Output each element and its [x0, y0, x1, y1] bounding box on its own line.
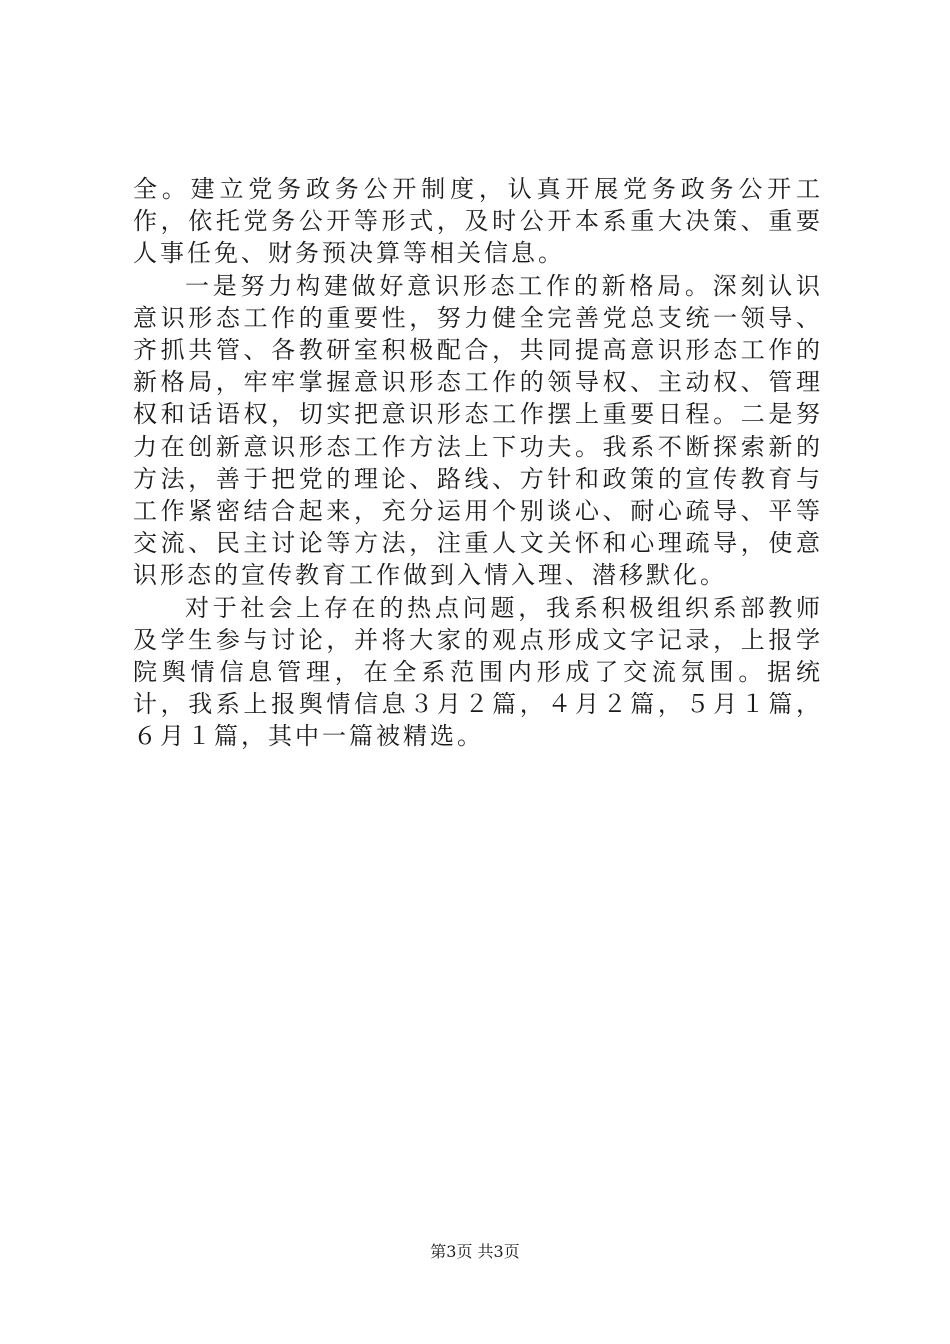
document-body	[133, 173, 823, 753]
paragraph-1: 全。建立党务政务公开制度，认真开展党务政务公开工作，依托党务公开等形式，及时公开本系重大决策、重要人事任免、财务预决算等相关信息。	[133, 175, 823, 268]
paragraph-3: 对于社会上存在的热点问题，我系积极组织系部教师及学生参与讨论，并将大家的观点形成文字记录，上报学院舆情信息管理，在全系范围内形成了交流氛围。据统计，我系上报舆情信息３月２篇，４月２篇，５月１篇，６月１篇，其中一篇被精选。	[133, 593, 823, 751]
page-footer	[0, 1242, 950, 1262]
page-number-label: 第3页 共3页	[430, 1242, 520, 1261]
paragraph-2: 一是努力构建做好意识形态工作的新格局。深刻认识意识形态工作的重要性，努力健全完善党总支统一领导、齐抓共管、各教研室积极配合，共同提高意识形态工作的新格局，牢牢掌握意识形态工作的领导权、主动权、管理权和话语权，切实把意识形态工作摆上重要日程。二是努力在创新意识形态工作方法上下功夫。我系不断探索新的方法，善于把党的理论、路线、方针和政策的宣传教育与工作紧密结合起来，充分运用个别谈心、耐心疏导、平等交流、民主讨论等方法，注重人文关怀和心理疏导，使意识形态的宣传教育工作做到入情入理、潜移默化。	[133, 271, 823, 590]
